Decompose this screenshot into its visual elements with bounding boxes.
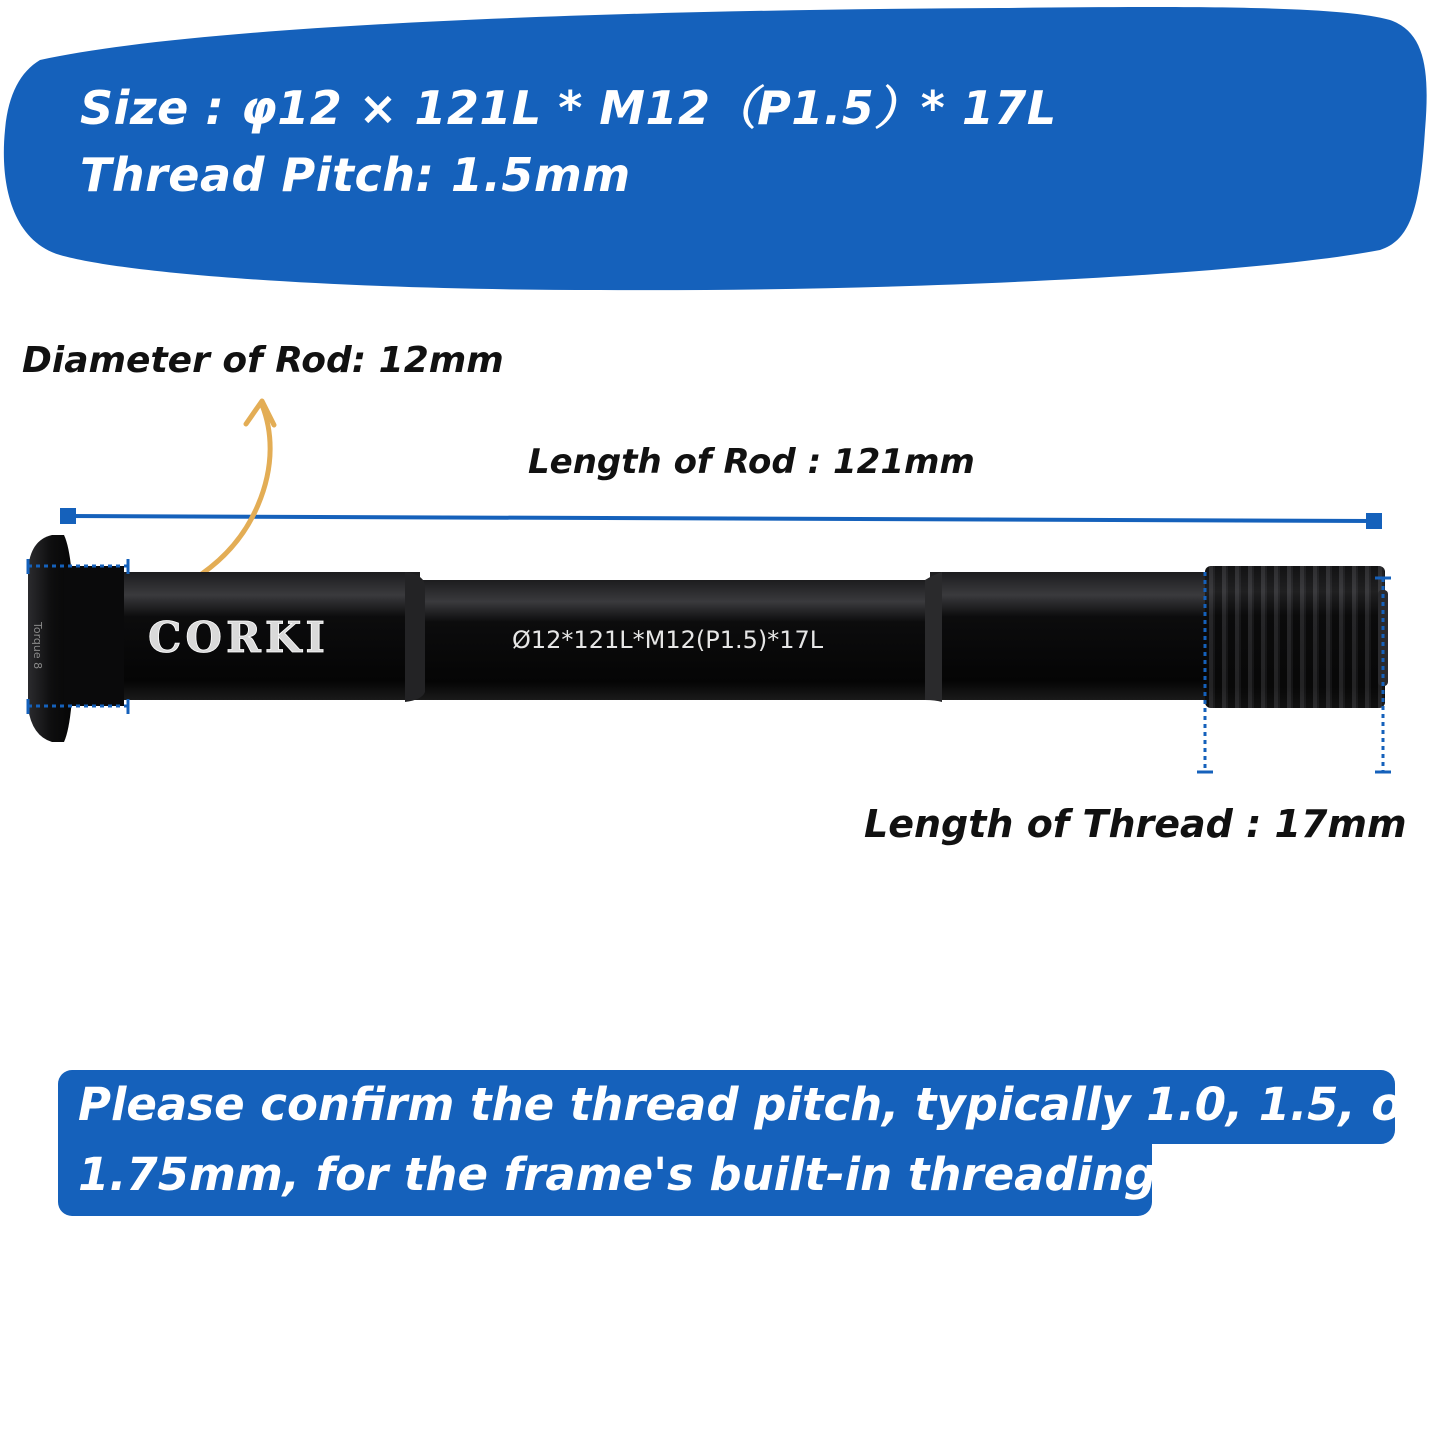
rod-diameter-label: Diameter of Rod: 12mm [22, 340, 504, 381]
head-engraving: Torque 8 [31, 622, 44, 670]
notice-line-2: 1.75mm, for the frame's built-in threading [78, 1148, 1157, 1201]
axle-thread-shadow [1205, 566, 1385, 708]
thread-pitch-text: Thread Pitch: 1.5mm [80, 148, 631, 202]
rod-length-dimension [60, 508, 1382, 529]
rod-engraving: Ø12*121L*M12(P1.5)*17L [512, 626, 824, 654]
axle-rod-section-right [930, 572, 1210, 700]
thread-length-label: Length of Thread : 17mm [864, 802, 1407, 846]
notice-line-2-box [58, 1144, 1157, 1216]
notice-line-1-box [58, 1070, 1425, 1144]
notice-line-1: Please confirm the thread pitch, typically 1.0, 1.5, or [78, 1078, 1425, 1131]
brand-logo: CORKI [148, 613, 330, 662]
axle-rod-step-left [405, 572, 425, 702]
dimension-endpoint-right [1366, 513, 1382, 529]
size-spec-text: Size : φ12 × 121L * M12（P1.5）* 17L [80, 81, 1057, 135]
axle-rod-step-right [925, 572, 942, 702]
axle-head-collar [64, 566, 124, 706]
dimension-endpoint-left [60, 508, 76, 524]
rod-length-label: Length of Rod : 121mm [528, 442, 975, 482]
